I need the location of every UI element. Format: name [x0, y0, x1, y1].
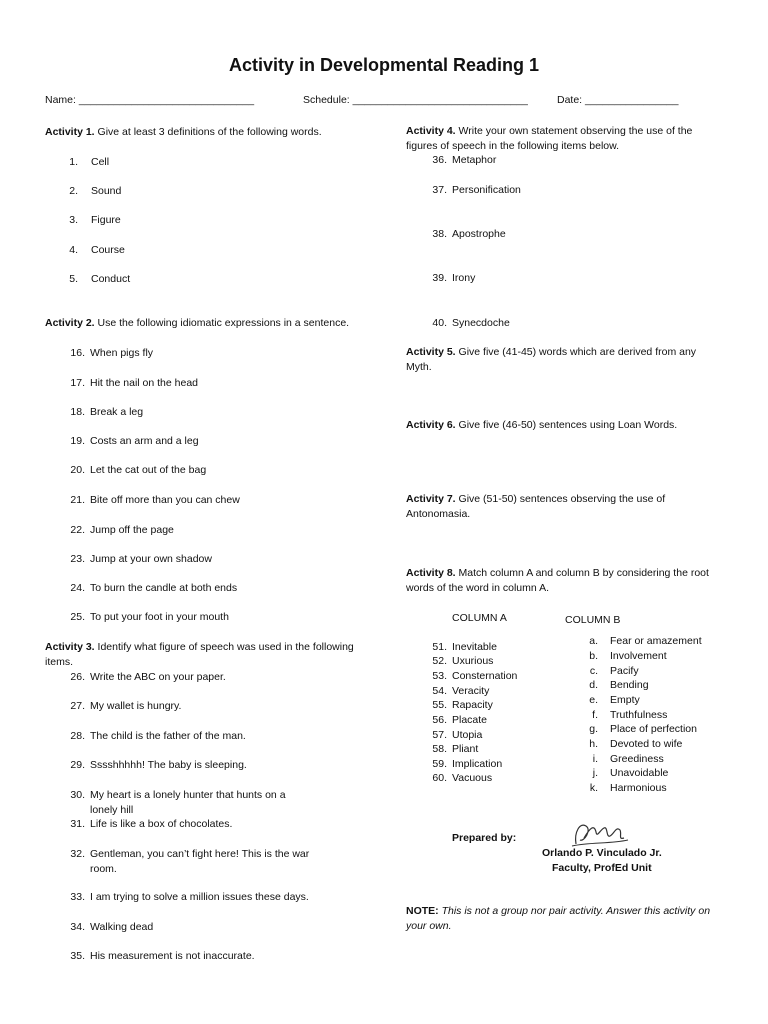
list-item — [60, 920, 153, 935]
list-item — [420, 728, 482, 743]
list-item — [60, 949, 255, 964]
list-item — [420, 771, 492, 786]
item-text: Irony — [452, 272, 476, 284]
list-item — [60, 699, 181, 714]
date-field[interactable] — [557, 94, 678, 106]
item-number: 58. — [432, 743, 447, 755]
list-item — [52, 243, 125, 258]
list-item — [584, 678, 649, 693]
prepared-by-label: Prepared by: — [452, 832, 517, 844]
list-item — [584, 664, 639, 679]
item-text: My heart is a lonely hunter that hunts on a — [90, 789, 286, 801]
item-number: 54. — [432, 685, 447, 697]
schedule-line: ______________________________ — [352, 94, 528, 106]
item-text: Implication — [452, 758, 503, 770]
list-item — [60, 817, 232, 832]
item-text: Empty — [610, 694, 640, 706]
list-item — [420, 742, 478, 757]
item-number: 55. — [432, 699, 447, 711]
item-number: 60. — [432, 772, 447, 784]
item-number: 38. — [432, 228, 447, 240]
list-item — [60, 847, 309, 862]
item-number: a. — [589, 635, 598, 647]
list-item — [60, 788, 286, 803]
item-text: Write the ABC on your paper. — [90, 671, 226, 683]
column-b-header: COLUMN B — [565, 614, 621, 626]
activity-3-label: Activity 3. — [45, 641, 95, 653]
list-item — [60, 581, 237, 596]
name-line: ______________________________ — [78, 94, 255, 106]
item-text: Place of perfection — [610, 723, 697, 735]
activity-6-text: Give five (46-50) sentences using Loan Words. — [455, 419, 678, 431]
item-number: 24. — [70, 582, 85, 594]
item-number: k. — [589, 782, 598, 794]
item-text-continuation: room. — [90, 862, 117, 875]
activity-8-text: Match column A and column B by considering the root words of the word in column A. — [406, 567, 709, 594]
activity-7-text: Give (51-50) sentences observing the use of Antonomasia. — [406, 493, 666, 520]
item-text: Pliant — [452, 743, 479, 755]
item-number: b. — [589, 650, 598, 662]
item-number: 23. — [70, 553, 85, 565]
item-number: 37. — [432, 184, 447, 196]
list-item — [60, 463, 206, 478]
list-item — [584, 737, 682, 752]
list-item — [60, 376, 198, 391]
item-text: To put your foot in your mouth — [90, 611, 229, 623]
item-text: Vacuous — [452, 772, 493, 784]
item-text: Bite off more than you can chew — [90, 494, 240, 506]
note — [406, 904, 721, 933]
item-number: 3. — [69, 214, 78, 226]
item-number: 59. — [432, 758, 447, 770]
item-text: Apostrophe — [452, 228, 506, 240]
list-item — [52, 272, 130, 287]
item-text: Devoted to wife — [610, 738, 683, 750]
list-item — [420, 698, 493, 713]
item-text: Gentleman, you can’t fight here! This is the war — [90, 848, 310, 860]
item-text: Rapacity — [452, 699, 493, 711]
item-text: Hit the nail on the head — [90, 377, 198, 389]
item-number: 40. — [432, 317, 447, 329]
activity-5-label: Activity 5. — [406, 346, 456, 358]
activity-4-instructions — [406, 124, 726, 153]
item-number: 51. — [432, 641, 447, 653]
list-item — [584, 781, 667, 796]
activity-1-label: Activity 1. — [45, 126, 95, 138]
list-item — [52, 155, 109, 170]
list-item — [60, 758, 247, 773]
activity-8-label: Activity 8. — [406, 567, 456, 579]
activity-1-instructions — [45, 125, 355, 140]
list-item — [60, 523, 174, 538]
list-item — [420, 153, 496, 168]
item-text: Cell — [91, 156, 110, 168]
item-number: 26. — [70, 671, 85, 683]
item-text: Pacify — [610, 665, 639, 677]
list-item — [584, 766, 668, 781]
item-number: 27. — [70, 700, 85, 712]
item-number: 52. — [432, 655, 447, 667]
item-number: d. — [589, 679, 598, 691]
item-number: 25. — [70, 611, 85, 623]
list-item — [60, 434, 199, 449]
item-text: Consternation — [452, 670, 518, 682]
item-text: When pigs fly — [90, 347, 154, 359]
list-item — [420, 713, 487, 728]
list-item — [420, 669, 517, 684]
activity-2-label: Activity 2. — [45, 317, 95, 329]
item-text: Utopia — [452, 729, 483, 741]
list-item — [584, 693, 640, 708]
item-text: Harmonious — [610, 782, 667, 794]
list-item — [584, 649, 667, 664]
item-number: 21. — [70, 494, 85, 506]
item-text: Inevitable — [452, 641, 497, 653]
item-number: i. — [592, 753, 598, 765]
item-number: 28. — [70, 730, 85, 742]
list-item — [584, 708, 667, 723]
item-number: 31. — [70, 818, 85, 830]
activity-3-text: Identify what figure of speech was used in the following items. — [45, 641, 354, 668]
list-item — [60, 670, 226, 685]
item-text: Involvement — [610, 650, 667, 662]
list-item — [584, 722, 697, 737]
item-text: My wallet is hungry. — [90, 700, 182, 712]
item-text: Truthfulness — [610, 709, 668, 721]
item-number: c. — [589, 665, 598, 677]
item-number: 53. — [432, 670, 447, 682]
item-number: 32. — [70, 848, 85, 860]
item-text: Unavoidable — [610, 767, 669, 779]
item-text: Greediness — [610, 753, 664, 765]
activity-2-instructions — [45, 316, 355, 331]
activity-5-instructions — [406, 345, 716, 374]
list-item — [420, 227, 506, 242]
item-text: Veracity — [452, 685, 490, 697]
item-number: 29. — [70, 759, 85, 771]
item-text: Course — [91, 244, 125, 256]
activity-8-instructions — [406, 566, 716, 595]
item-number: 33. — [70, 891, 85, 903]
list-item — [60, 729, 246, 744]
list-item — [420, 271, 475, 286]
item-text: Synecdoche — [452, 317, 510, 329]
item-text: Sound — [91, 185, 122, 197]
item-text: Jump at your own shadow — [90, 553, 212, 565]
item-number: 18. — [70, 406, 85, 418]
item-text: Conduct — [91, 273, 131, 285]
item-text: Placate — [452, 714, 488, 726]
activity-7-label: Activity 7. — [406, 493, 456, 505]
name-field[interactable] — [45, 94, 254, 106]
item-text: Personification — [452, 184, 521, 196]
activity-5-text: Give five (41-45) words which are derived from any Myth. — [406, 346, 697, 373]
item-text: Break a leg — [90, 406, 144, 418]
activity-3-instructions — [45, 640, 355, 669]
list-item — [52, 213, 121, 228]
item-number: 30. — [70, 789, 85, 801]
list-item — [420, 654, 493, 669]
column-a-header: COLUMN A — [452, 612, 507, 624]
date-label: Date: — [557, 94, 583, 106]
list-item — [420, 640, 497, 655]
list-item — [60, 405, 143, 420]
item-text: To burn the candle at both ends — [90, 582, 238, 594]
page-title: Activity in Developmental Reading 1 — [228, 55, 540, 75]
item-number: 4. — [69, 244, 78, 256]
item-number: 22. — [70, 524, 85, 536]
item-text: Metaphor — [452, 154, 497, 166]
item-text: Walking dead — [90, 921, 154, 933]
schedule-field[interactable] — [303, 94, 528, 106]
item-number: 39. — [432, 272, 447, 284]
item-text: Bending — [610, 679, 649, 691]
item-text: Life is like a box of chocolates. — [90, 818, 233, 830]
item-number: 36. — [432, 154, 447, 166]
schedule-label: Schedule: — [303, 94, 350, 106]
item-number: h. — [589, 738, 598, 750]
preparer-title: Faculty, ProfEd Unit — [552, 862, 652, 874]
item-text: Costs an arm and a leg — [90, 435, 199, 447]
activity-2-text: Use the following idiomatic expressions in a sentence. — [94, 317, 350, 329]
item-number: 20. — [70, 464, 85, 476]
list-item — [52, 184, 121, 199]
list-item — [584, 752, 664, 767]
activity-7-instructions — [406, 492, 721, 521]
list-item — [584, 634, 702, 649]
item-text: Figure — [91, 214, 121, 226]
item-text: The child is the father of the man. — [90, 730, 246, 742]
item-number: j. — [592, 767, 598, 779]
item-number: f. — [592, 709, 598, 721]
list-item — [60, 890, 309, 905]
item-number: 57. — [432, 729, 447, 741]
activity-4-text: Write your own statement observing the use of the figures of speech in the following items below. — [406, 125, 693, 152]
activity-6-instructions — [406, 418, 696, 433]
list-item — [420, 684, 489, 699]
list-item — [60, 346, 153, 361]
note-text: This is not a group nor pair activity. Answer this activity on your own. — [406, 905, 711, 932]
item-number: 19. — [70, 435, 85, 447]
date-line: ________________ — [585, 94, 679, 106]
list-item — [60, 493, 240, 508]
name-label: Name: — [45, 94, 76, 106]
item-number: 17. — [70, 377, 85, 389]
item-number: e. — [589, 694, 598, 706]
item-number: 1. — [69, 156, 78, 168]
item-text: I am trying to solve a million issues these days. — [90, 891, 309, 903]
item-text: His measurement is not inaccurate. — [90, 950, 255, 962]
activity-6-label: Activity 6. — [406, 419, 456, 431]
activity-4-label: Activity 4. — [406, 125, 456, 137]
item-number: 16. — [70, 347, 85, 359]
list-item — [60, 552, 212, 567]
item-text: Uxurious — [452, 655, 494, 667]
item-text: Let the cat out of the bag — [90, 464, 207, 476]
list-item — [60, 610, 229, 625]
item-number: g. — [589, 723, 598, 735]
item-text-continuation: lonely hill — [90, 803, 134, 816]
item-number: 5. — [69, 273, 78, 285]
preparer-name: Orlando P. Vinculado Jr. — [542, 847, 662, 859]
list-item — [420, 316, 510, 331]
activity-1-text: Give at least 3 definitions of the following words. — [94, 126, 322, 138]
item-number: 35. — [70, 950, 85, 962]
item-text: Fear or amazement — [610, 635, 702, 647]
item-text: Sssshhhhh! The baby is sleeping. — [90, 759, 247, 771]
item-number: 2. — [69, 185, 78, 197]
list-item — [420, 757, 502, 772]
item-number: 56. — [432, 714, 447, 726]
list-item — [420, 183, 521, 198]
item-text: Jump off the page — [90, 524, 174, 536]
note-label: NOTE: — [406, 905, 439, 917]
item-number: 34. — [70, 921, 85, 933]
